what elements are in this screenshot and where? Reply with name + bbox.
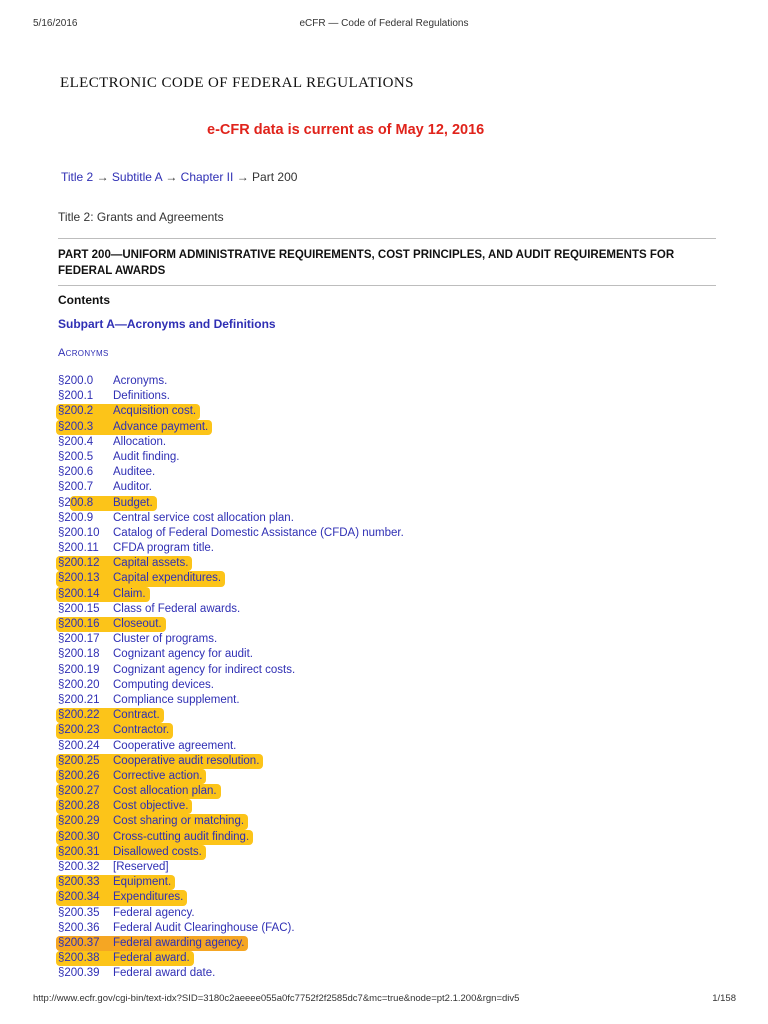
- subpart-a-link[interactable]: Subpart A—Acronyms and Definitions: [58, 317, 276, 331]
- section-link[interactable]: [58, 693, 240, 708]
- section-link[interactable]: [58, 890, 183, 905]
- section-list-item: [58, 496, 404, 511]
- section-number: §200.9: [58, 511, 94, 524]
- section-list-item: [58, 769, 404, 784]
- breadcrumb-subtitle-link[interactable]: Subtitle A: [111, 170, 162, 184]
- section-title: Cluster of programs.: [113, 633, 218, 646]
- section-link[interactable]: [58, 465, 155, 480]
- section-title: Budget.: [113, 496, 153, 509]
- section-list-item: [58, 511, 404, 526]
- section-link[interactable]: [58, 632, 217, 647]
- footer-url: http://www.ecfr.gov/cgi-bin/text-idx?SID=3180c2aeeee055a0fc7752f2f2585dc7&mc=true&node=pt2.1.200&rgn=div5: [33, 993, 520, 1004]
- section-list-item: [58, 921, 404, 936]
- section-title: Equipment.: [113, 876, 172, 889]
- section-number: §200.33: [58, 876, 100, 889]
- section-list-item: [58, 450, 404, 465]
- section-number: §200.19: [58, 663, 100, 676]
- section-title: CFDA program title.: [113, 542, 214, 555]
- section-link[interactable]: [58, 617, 162, 632]
- section-list: [58, 374, 404, 982]
- section-list-item: [58, 860, 404, 875]
- section-list-item: [58, 693, 404, 708]
- section-link[interactable]: [58, 374, 167, 389]
- section-title: Federal awarding agency.: [113, 936, 245, 949]
- breadcrumb-arrow-icon: →: [96, 170, 109, 184]
- section-title: Computing devices.: [113, 678, 214, 691]
- section-title: Corrective action.: [113, 769, 203, 782]
- section-link[interactable]: [58, 906, 195, 921]
- section-number: §200.5: [58, 450, 94, 463]
- section-list-item: [58, 966, 404, 981]
- section-link[interactable]: [58, 769, 202, 784]
- section-number: §200.10: [58, 526, 100, 539]
- breadcrumb-chapter-link[interactable]: Chapter II: [180, 170, 234, 184]
- section-list-item: [58, 404, 404, 419]
- section-title: Cooperative audit resolution.: [113, 754, 260, 767]
- section-list-item: [58, 739, 404, 754]
- section-title: Claim.: [113, 587, 146, 600]
- section-title: Contractor.: [113, 724, 170, 737]
- section-number: §200.18: [58, 648, 100, 661]
- print-date: 5/16/2016: [33, 18, 78, 29]
- section-number: §200.17: [58, 633, 100, 646]
- section-list-item: [58, 663, 404, 678]
- section-link[interactable]: [58, 799, 188, 814]
- section-title: Definitions.: [113, 390, 170, 403]
- section-link[interactable]: [58, 496, 153, 511]
- section-link[interactable]: [58, 450, 180, 465]
- section-title: Federal agency.: [113, 906, 195, 919]
- section-number: §200.15: [58, 602, 100, 615]
- section-link[interactable]: [58, 663, 295, 678]
- section-number: §200.23: [58, 724, 100, 737]
- section-title: Class of Federal awards.: [113, 602, 241, 615]
- print-header: [0, 18, 768, 32]
- section-link[interactable]: [58, 754, 259, 769]
- section-number: §200.11: [58, 542, 99, 555]
- section-title: Advance payment.: [113, 420, 209, 433]
- section-list-item: [58, 420, 404, 435]
- section-number: §200.0: [58, 375, 94, 387]
- section-link[interactable]: [58, 845, 202, 860]
- section-number: §200.29: [58, 815, 100, 828]
- section-link[interactable]: [58, 602, 240, 617]
- section-list-item: [58, 617, 404, 632]
- section-title: Cross-cutting audit finding.: [113, 830, 250, 843]
- section-title: Compliance supplement.: [113, 693, 240, 706]
- section-list-item: [58, 647, 404, 662]
- section-link[interactable]: [58, 678, 214, 693]
- section-number: §200.4: [58, 435, 94, 448]
- section-title: Capital expenditures.: [113, 572, 222, 585]
- currency-notice: e-CFR data is current as of May 12, 2016: [207, 122, 485, 138]
- section-number: §200.20: [58, 678, 100, 691]
- title-line: Title 2: Grants and Agreements: [58, 210, 224, 224]
- section-title: Capital assets.: [113, 557, 189, 570]
- section-list-item: [58, 906, 404, 921]
- section-list-item: [58, 465, 404, 480]
- section-title: Cost objective.: [113, 800, 189, 813]
- section-number: §200.34: [58, 891, 100, 904]
- section-number: §200.37: [58, 936, 100, 949]
- section-list-item: [58, 374, 404, 389]
- section-number: §200.31: [58, 845, 100, 858]
- section-list-item: [58, 556, 404, 571]
- section-title: Disallowed costs.: [113, 845, 202, 858]
- section-number: §200.2: [58, 405, 94, 418]
- section-title: Cognizant agency for audit.: [113, 648, 254, 661]
- section-list-item: [58, 723, 404, 738]
- section-list-item: [58, 678, 404, 693]
- acronyms-heading-link[interactable]: Acronyms: [58, 347, 109, 359]
- section-title: Closeout.: [113, 618, 162, 630]
- section-list-item: [58, 936, 404, 951]
- section-number: §200.22: [58, 709, 100, 722]
- section-link[interactable]: [58, 571, 221, 586]
- section-title: Expenditures.: [113, 891, 184, 904]
- section-title: Cost allocation plan.: [113, 785, 217, 798]
- site-title: ELECTRONIC CODE OF FEDERAL REGULATIONS: [60, 75, 414, 91]
- section-list-item: [58, 571, 404, 586]
- section-number: §200.24: [58, 739, 100, 752]
- section-number: §200.16: [58, 618, 100, 630]
- section-link[interactable]: [58, 480, 152, 495]
- section-link[interactable]: [58, 389, 170, 404]
- section-list-item: [58, 632, 404, 647]
- section-link[interactable]: [58, 830, 249, 845]
- section-link[interactable]: [58, 404, 196, 419]
- section-title: Allocation.: [113, 435, 167, 448]
- divider: [58, 285, 716, 286]
- section-list-item: [58, 951, 404, 966]
- section-link[interactable]: [58, 860, 169, 875]
- section-link[interactable]: [58, 875, 171, 890]
- section-link[interactable]: [58, 511, 294, 526]
- section-number: §200.21: [58, 693, 100, 706]
- section-link[interactable]: [58, 541, 214, 556]
- section-title: Federal Audit Clearinghouse (FAC).: [113, 921, 295, 934]
- section-number: §200.14: [58, 587, 100, 600]
- breadcrumb-arrow-icon: →: [236, 170, 249, 184]
- breadcrumb-arrow-icon: →: [165, 170, 178, 184]
- section-number: §200.8: [58, 496, 94, 509]
- section-list-item: [58, 784, 404, 799]
- section-number: §200.7: [58, 481, 94, 494]
- section-list-item: [58, 754, 404, 769]
- section-list-item: [58, 435, 404, 450]
- section-title: Auditee.: [113, 466, 156, 479]
- section-number: §200.28: [58, 800, 100, 813]
- section-list-item: [58, 602, 404, 617]
- divider: [58, 238, 716, 239]
- print-page-title: eCFR — Code of Federal Regulations: [299, 18, 469, 29]
- section-link[interactable]: [58, 723, 169, 738]
- section-number: §200.6: [58, 466, 94, 479]
- section-link[interactable]: [58, 921, 295, 936]
- section-number: §200.12: [58, 557, 100, 570]
- section-number: §200.39: [58, 967, 100, 980]
- contents-label: Contents: [58, 293, 110, 307]
- section-list-item: [58, 799, 404, 814]
- section-link[interactable]: [58, 526, 404, 541]
- section-list-item: [58, 830, 404, 845]
- section-title: Cost sharing or matching.: [113, 815, 245, 828]
- section-title: Auditor.: [113, 481, 152, 494]
- section-link[interactable]: [58, 951, 190, 966]
- section-list-item: [58, 814, 404, 829]
- breadcrumb-current: Part 200: [252, 170, 298, 184]
- section-list-item: [58, 480, 404, 495]
- section-link[interactable]: [58, 587, 146, 602]
- section-number: §200.38: [58, 952, 100, 965]
- section-title: Federal award.: [113, 952, 190, 965]
- section-list-item: [58, 708, 404, 723]
- section-link[interactable]: [58, 936, 244, 951]
- section-number: §200.32: [58, 861, 100, 873]
- section-title: Federal award date.: [113, 967, 216, 980]
- section-title: Central service cost allocation plan.: [113, 511, 294, 524]
- section-title: Acquisition cost.: [113, 405, 197, 418]
- section-title: Cognizant agency for indirect costs.: [113, 663, 296, 676]
- section-list-item: [58, 389, 404, 404]
- part-heading: PART 200—UNIFORM ADMINISTRATIVE REQUIREMENTS, COST PRINCIPLES, AND AUDIT REQUIREMENTS FOR FEDERAL AWARDS: [58, 249, 675, 277]
- section-number: §200.35: [58, 906, 100, 919]
- section-number: §200.25: [58, 754, 100, 767]
- section-link[interactable]: [58, 435, 166, 450]
- section-number: §200.13: [58, 572, 100, 585]
- section-title: [Reserved]: [113, 861, 169, 873]
- section-list-item: [58, 875, 404, 890]
- section-number: §200.30: [58, 830, 100, 843]
- section-number: §200.3: [58, 420, 94, 433]
- section-list-item: [58, 587, 404, 602]
- section-number: §200.1: [58, 390, 94, 403]
- section-list-item: [58, 526, 404, 541]
- section-link[interactable]: [58, 556, 188, 571]
- section-link[interactable]: [58, 739, 236, 754]
- section-list-item: [58, 890, 404, 905]
- section-title: Catalog of Federal Domestic Assistance (CFDA) number.: [113, 526, 404, 539]
- section-list-item: [58, 845, 404, 860]
- section-link[interactable]: [58, 647, 253, 662]
- section-link[interactable]: [58, 420, 208, 435]
- section-list-item: [58, 541, 404, 556]
- section-title: Audit finding.: [113, 450, 180, 463]
- footer-page-number: 1/158: [712, 993, 736, 1004]
- section-link[interactable]: [58, 708, 160, 723]
- section-title: Contract.: [113, 709, 160, 722]
- section-title: Cooperative agreement.: [113, 739, 237, 752]
- section-title: Acronyms.: [113, 375, 168, 387]
- section-link[interactable]: [58, 966, 215, 981]
- section-number: §200.27: [58, 785, 100, 798]
- section-number: §200.36: [58, 921, 100, 934]
- section-number: §200.26: [58, 769, 100, 782]
- section-link[interactable]: [58, 814, 244, 829]
- breadcrumb: [61, 170, 297, 184]
- section-link[interactable]: [58, 784, 217, 799]
- breadcrumb-title-link[interactable]: Title 2: [61, 170, 94, 184]
